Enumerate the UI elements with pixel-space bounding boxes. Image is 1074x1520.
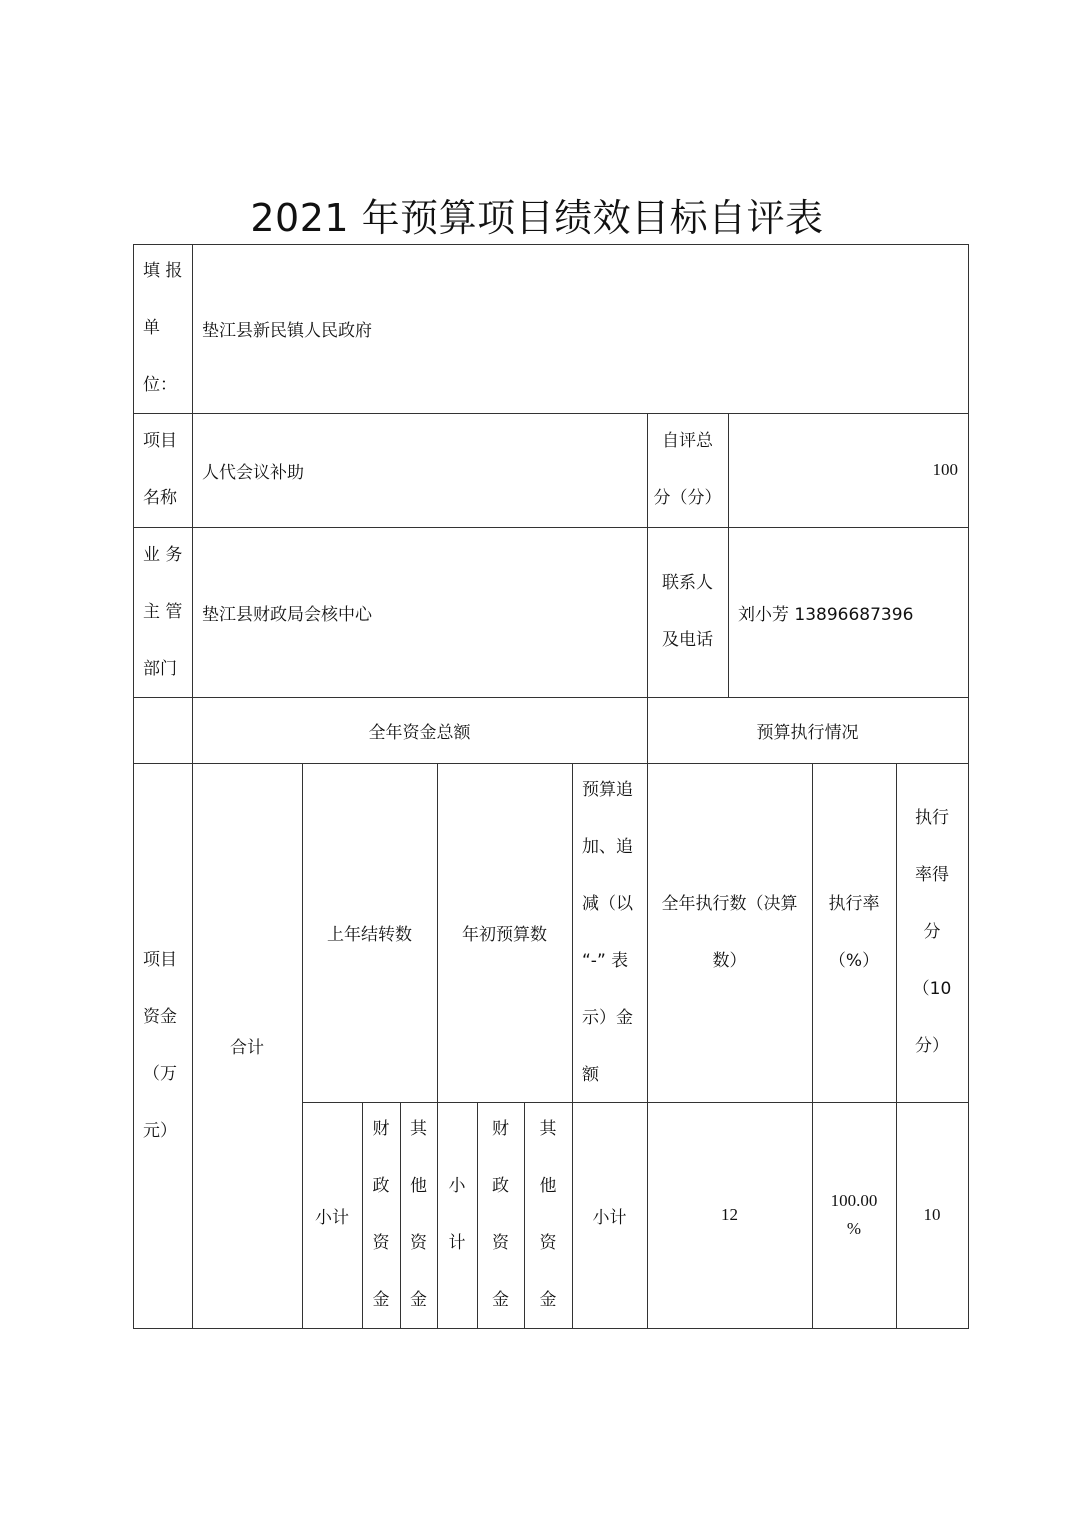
project-name-label-line: 项目 <box>143 431 177 451</box>
execution-rate-value-line: 100.00 <box>830 1191 878 1210</box>
funds-label-line: （万 <box>143 1063 177 1084</box>
contact-label-line: 及电话 <box>662 630 713 650</box>
execution-score-line: 率得 <box>915 865 949 885</box>
funds-label-line: 元） <box>143 1120 177 1141</box>
unit-value: 垫江县新民镇人民政府 <box>202 321 372 341</box>
fiscal-funds-line: 金 <box>372 1290 390 1310</box>
annual-execution-value: 12 <box>721 1205 738 1224</box>
other-funds-line: 资 <box>410 1233 427 1253</box>
total-funds-header: 全年资金总额 <box>368 722 471 743</box>
annual-execution-line: 数） <box>712 950 747 971</box>
score-value: 100 <box>932 460 958 479</box>
dept-value: 垫江县财政局会核中心 <box>202 604 372 625</box>
annual-execution-header <box>647 763 812 1102</box>
annual-execution-line: 全年执行数（决算 <box>661 893 798 914</box>
other-funds-line: 金 <box>539 1290 557 1310</box>
fiscal-funds-line: 政 <box>492 1176 509 1196</box>
project-name-label-line: 名称 <box>143 488 177 508</box>
dept-label <box>133 527 192 697</box>
fiscal-funds-line: 财 <box>492 1119 509 1139</box>
adjust-subtotal: 小计 <box>592 1207 627 1228</box>
execution-score-line: 分） <box>915 1036 949 1056</box>
fiscal-funds-line: 资 <box>492 1233 509 1253</box>
fiscal-funds-line: 资 <box>372 1233 390 1253</box>
funds-label <box>133 763 192 1328</box>
carryover-header: 上年结转数 <box>327 925 412 945</box>
other-funds-line: 资 <box>539 1233 557 1253</box>
budget-adjust-line: 减（以 <box>582 893 633 914</box>
fiscal-funds-line: 政 <box>372 1176 390 1196</box>
budget-adjust-line: “-” 表 <box>582 950 629 971</box>
execution-rate-line: 执行率 <box>828 893 880 914</box>
budget-adjust-header <box>572 763 647 1102</box>
execution-score-header <box>896 763 968 1102</box>
initial-other-funds <box>524 1102 572 1328</box>
initial-subtotal <box>437 1102 477 1328</box>
execution-rate-line: （%） <box>828 950 880 971</box>
carryover-fiscal-funds <box>362 1102 400 1328</box>
initial-subtotal-line: 小 <box>448 1176 466 1196</box>
carryover-subtotal: 小计 <box>315 1207 349 1228</box>
other-funds-line: 其 <box>410 1119 427 1139</box>
budget-adjust-line: 示）金 <box>582 1007 633 1028</box>
project-name-value: 人代会议补助 <box>202 462 304 483</box>
page-title: 2021 年预算项目绩效目标自评表 <box>250 196 824 240</box>
contact-value: 刘小芳 13896687396 <box>738 604 914 625</box>
execution-rate-value-line: % <box>846 1219 862 1238</box>
table-border-right <box>968 244 969 1329</box>
dept-label-line: 部门 <box>143 658 177 679</box>
funds-label-line: 项目 <box>143 949 177 970</box>
budget-adjust-line: 预算追 <box>582 779 633 800</box>
other-funds-line: 他 <box>410 1176 427 1196</box>
execution-score-line: （10 <box>912 979 952 999</box>
budget-adjust-line: 额 <box>582 1064 599 1085</box>
project-name-label <box>133 413 192 527</box>
fiscal-funds-line: 财 <box>372 1119 390 1139</box>
fiscal-funds-line: 金 <box>492 1290 509 1310</box>
other-funds-line: 他 <box>539 1176 557 1196</box>
score-label-line: 自评总 <box>662 431 713 451</box>
other-funds-line: 金 <box>410 1290 427 1310</box>
contact-label-line: 联系人 <box>662 573 713 593</box>
budget-adjust-line: 加、追 <box>582 836 633 857</box>
carryover-other-funds <box>400 1102 437 1328</box>
funds-label-line: 资金 <box>143 1006 177 1027</box>
execution-rate-value <box>812 1102 896 1328</box>
total-label: 合计 <box>230 1038 264 1058</box>
execution-score-line: 分 <box>923 922 941 942</box>
score-label-line: 分（分） <box>653 488 722 508</box>
unit-label-line: 填 报 <box>143 261 183 281</box>
unit-label <box>133 244 192 413</box>
initial-budget-header: 年初预算数 <box>462 925 547 945</box>
initial-fiscal-funds <box>477 1102 524 1328</box>
execution-score-value: 10 <box>923 1205 941 1224</box>
contact-label <box>647 527 728 697</box>
unit-label-line: 单 <box>143 318 160 338</box>
execution-header: 预算执行情况 <box>756 722 859 743</box>
score-label <box>647 413 728 527</box>
initial-subtotal-line: 计 <box>448 1233 466 1253</box>
execution-rate-header <box>812 763 896 1102</box>
execution-score-line: 执行 <box>915 808 949 828</box>
dept-label-line: 主 管 <box>143 601 183 622</box>
unit-label-line: 位： <box>143 375 177 395</box>
other-funds-line: 其 <box>539 1119 557 1139</box>
dept-label-line: 业 务 <box>143 544 183 565</box>
